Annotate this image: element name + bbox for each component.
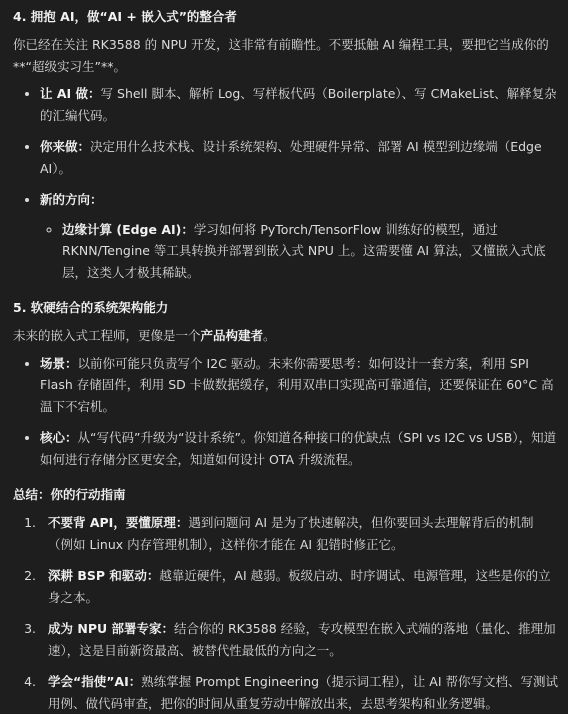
list-item [40,136,558,179]
section4-heading: 4. 拥抱 AI，做“AI + 嵌入式”的整合者 [13,9,237,24]
summary-heading: 总结：你的行动指南 [13,487,126,502]
list-item [40,618,558,661]
list-item [62,219,558,284]
item-text: 遇到问题问 AI 是为了快速解决，但你要回头去理解背后的机制（例如 Linux 内存管理机制），这样你才能在 AI 犯错时修正它。 [48,515,534,552]
section4-intro-line2: **“超级实习生”**。 [13,58,126,74]
bullet-label: 核心： [40,430,78,445]
list-item [40,189,558,283]
section5-heading: 5. 软硬结合的系统架构能力 [13,300,169,315]
item-label: 成为 NPU 部署专家： [48,621,174,636]
bullet-label: 你来做： [40,139,91,154]
intro-prefix: 未来的嵌入式工程师，更像是一个 [13,328,201,343]
bullet-text: 学习如何将 PyTorch/TensorFlow 训练好的模型，通过 RKNN/Tengine 等工具转换并部署到嵌入式 NPU 上。这需要懂 AI 算法，又懂嵌入式底层，这类人才极其稀缺。 [62,221,546,280]
bullet-text: 以前你可能只负责写个 I2C 驱动。未来你需要思考：如何设计一套方案，利用 SPI Flash 存储固件，利用 SD 卡做数据缓存，利用双串口实现高可靠通信，还要保证在 60°C 高温下不宕机。 [40,355,554,414]
bullet-text: 决定用什么技术栈、设计系统架构、处理硬件异常、部署 AI 模型到边缘端（Edge AI）。 [40,139,542,176]
item-text: 熟练掌握 Prompt Engineering（提示词工程），让 AI 帮你写文档、写测试用例、做代码审查，把你的时间从重复劳动中解放出来，去思考架构和业务逻辑。 [48,674,558,711]
nested-list [40,219,558,284]
item-label: 学会“指使”AI： [48,674,142,689]
section4-list [13,83,558,283]
section5-list [13,353,558,471]
item-label: 不要背 API，要懂原理： [48,515,189,530]
section5-intro [13,325,558,347]
list-item [40,353,558,418]
intro-suffix: 。 [263,328,276,343]
summary-list [13,512,558,714]
item-label: 深耕 BSP 和驱动： [48,568,160,583]
item-text: 结合你的 RK3588 经验，专攻模型在嵌入式端的落地（量化、推理加速），这是目前新资最高、被替代性最低的方向之一。 [48,621,556,658]
item-text: 越靠近硬件，AI 越弱。板级启动、时序调试、电源管理，这些是你的立身之本。 [48,568,551,605]
list-item [40,427,558,470]
bullet-text: 从“写代码”升级为“设计系统”。你知道各种接口的优缺点（SPI vs I2C vs USB），知道如何进行存储分区更安全，知道如何设计 OTA 升级流程。 [40,430,557,467]
bullet-label: 边缘计算 (Edge AI)： [62,221,194,237]
list-item [40,671,558,714]
intro-bold: 产品构建者 [200,328,264,343]
bullet-label: 让 AI 做： [40,86,101,101]
list-item [40,565,558,608]
bullet-label: 场景： [40,355,78,371]
section4-intro-line1: 你已经在关注 RK3588 的 NPU 开发，这非常有前瞻性。不要抵触 AI 编程工具，要把它当成你的 [13,37,549,52]
bullet-label: 新的方向： [40,192,103,207]
section4-intro [13,34,558,77]
bullet-text: 写 Shell 脚本、解析 Log、写样板代码（Boilerplate）、写 CMakeList、解释复杂的汇编代码。 [40,86,557,123]
list-item [40,512,558,555]
list-item [40,83,558,126]
